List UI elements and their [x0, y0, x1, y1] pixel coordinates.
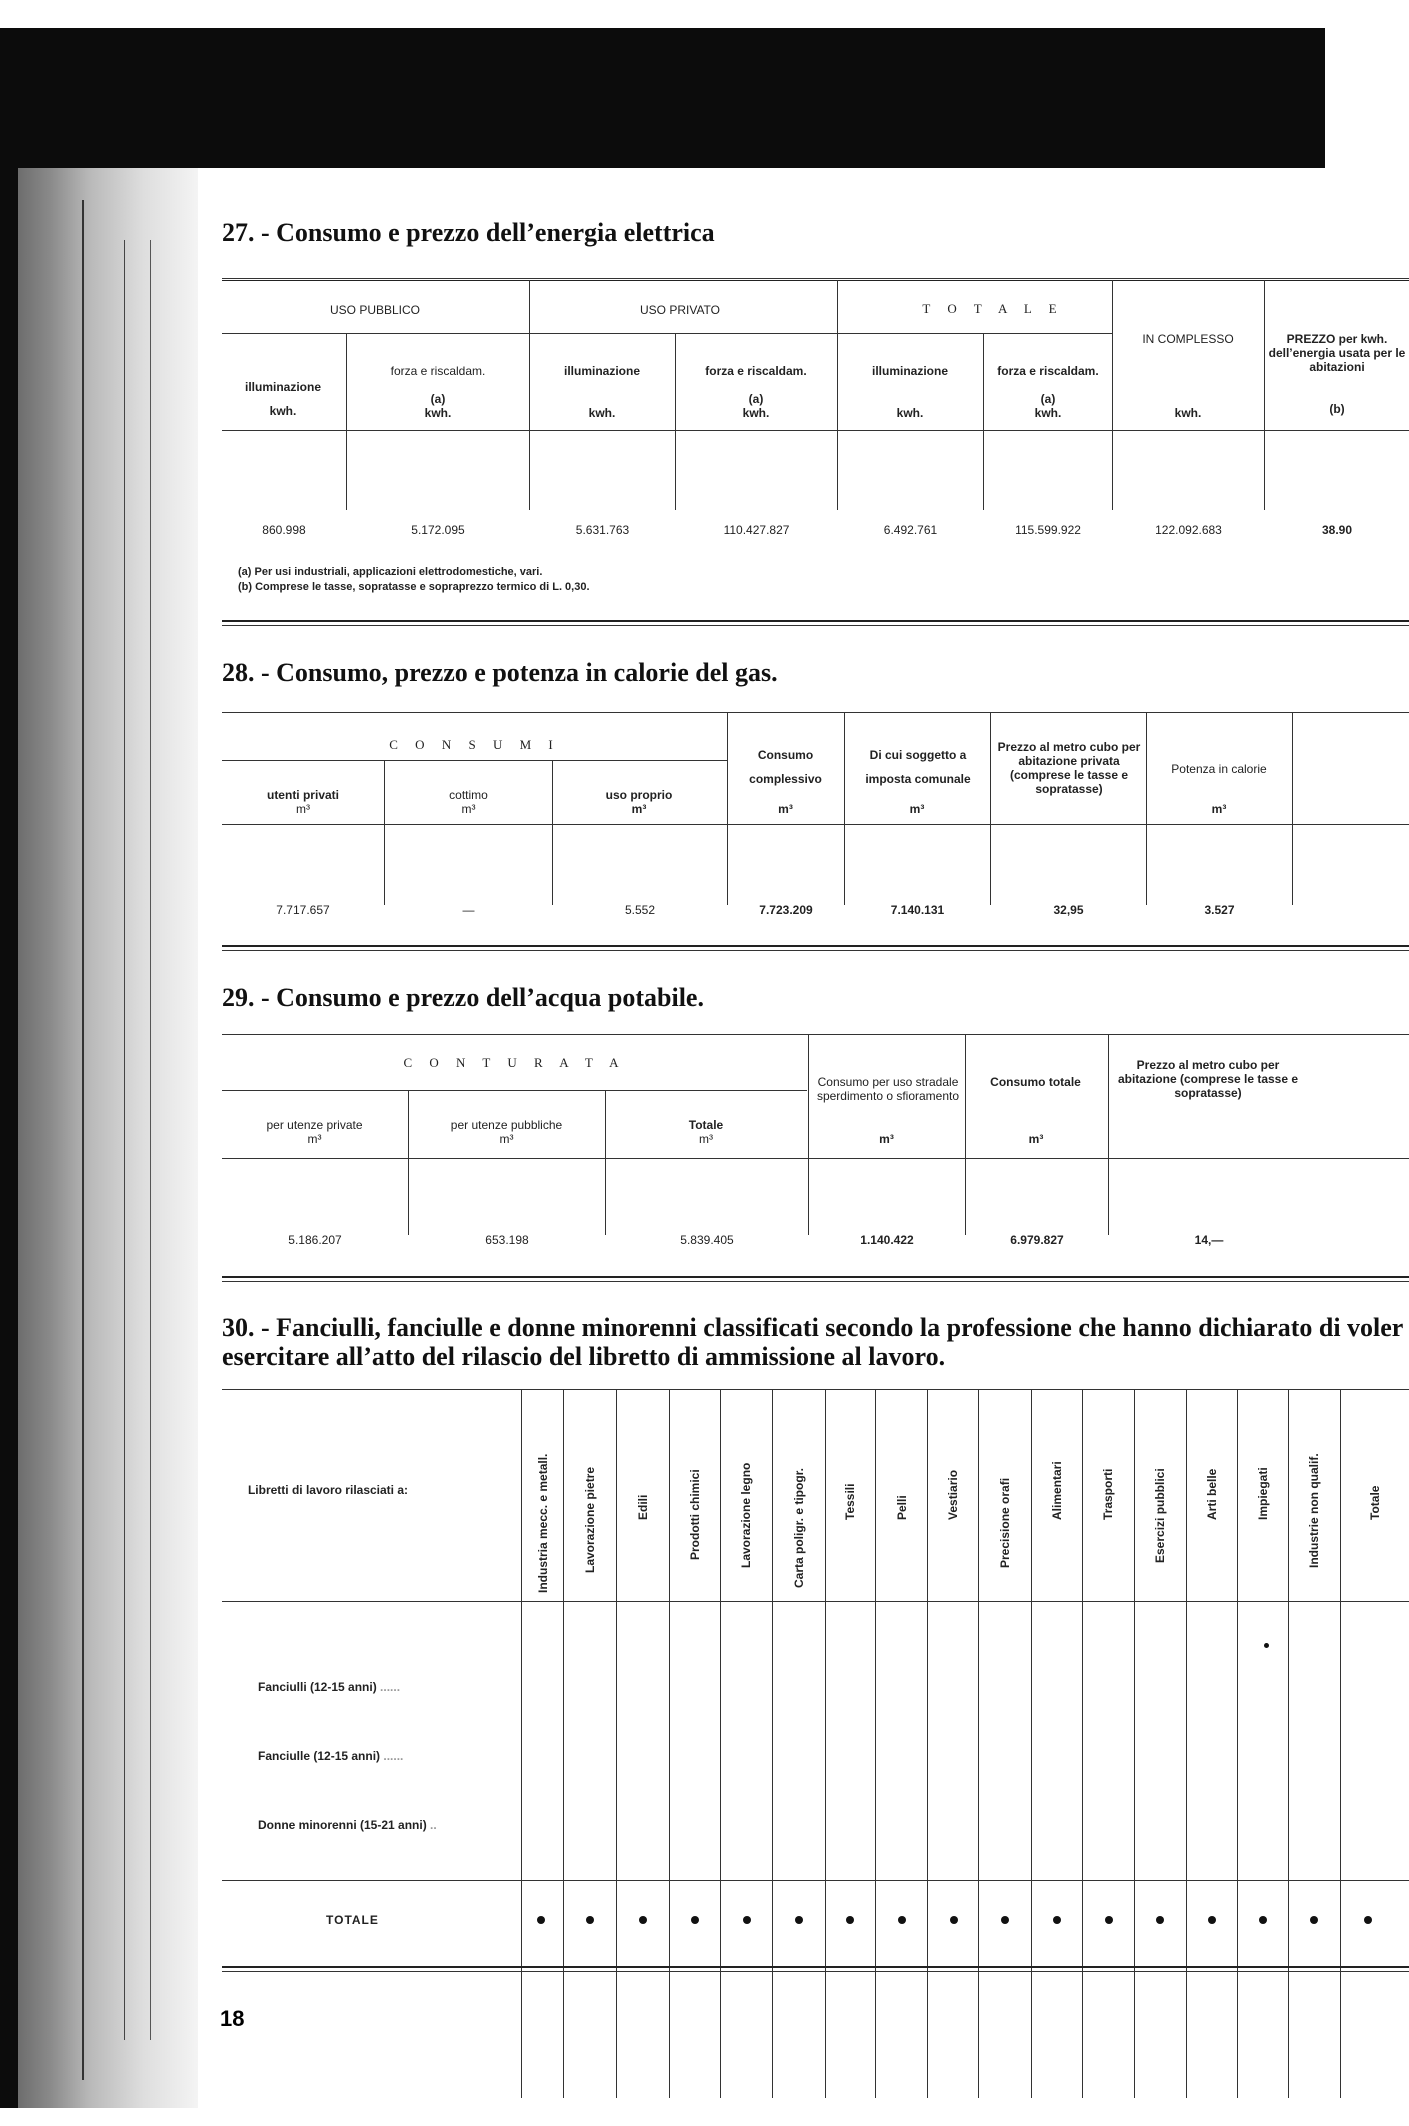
sec30-row-label: Donne minorenni (15-21 anni) .. [258, 1818, 437, 1832]
sec29-value: 1.140.422 [860, 1233, 914, 1247]
sec30-row-label: Fanciulli (12-15 anni) ...... [258, 1680, 401, 1694]
col-divider [1340, 1389, 1341, 2098]
rule [222, 620, 1409, 622]
sec29-unit: m³ [879, 1132, 894, 1146]
sec28-unit: m³ [461, 802, 476, 816]
total-dot [1156, 1916, 1164, 1924]
rule [222, 950, 1409, 951]
sec30-col-label: Industrie non qualif. [1307, 1453, 1321, 1568]
sec27-prezzo-header: PREZZO per kwh. dell’energia usata per le abitazioni [1268, 332, 1406, 374]
sec27-group-compl: IN COMPLESSO [1142, 332, 1234, 346]
col-divider [605, 1090, 606, 1235]
sec30-col-label: Precisione orafi [998, 1477, 1012, 1568]
sec27-col-mark: (a) [1040, 392, 1056, 406]
binding-line [150, 240, 151, 2040]
sec27-col-illum: illuminazione [871, 364, 948, 378]
col-divider [552, 760, 553, 905]
total-dot [537, 1916, 545, 1924]
col-divider [529, 280, 530, 510]
rule [222, 333, 1112, 334]
sec29-unit: m³ [499, 1132, 514, 1146]
col-divider [965, 1034, 966, 1235]
total-dot [1310, 1916, 1318, 1924]
sec29-title: 29. - Consumo e prezzo dell’acqua potabile. [222, 983, 704, 1012]
sec28-unit: m³ [631, 802, 647, 816]
sec29-value: 5.839.405 [680, 1233, 734, 1247]
sec27-col-mark: (a) [748, 392, 764, 406]
sec29-col-prezzo: Prezzo al metro cubo per abitazione (comprese le tasse e sopratasse) [1117, 1058, 1299, 1100]
sec28-col: uso proprio [605, 788, 673, 802]
sec29-col-stradale: Consumo per uso stradale sperdimento o sfioramento [816, 1075, 960, 1103]
sec28-title: 28. - Consumo, prezzo e potenza in calorie del gas. [222, 658, 778, 687]
total-dot [1001, 1916, 1009, 1924]
sec30-col-label: Industria mecc. e metall. [536, 1453, 550, 1593]
sec28-col-compl: Consumo complessivo [749, 748, 822, 786]
rule [222, 1276, 1409, 1278]
rule [222, 1158, 1409, 1159]
sec27-value: 110.427.827 [723, 523, 790, 537]
sec29-unit: m³ [1028, 1132, 1044, 1146]
col-divider [1112, 280, 1113, 510]
col-divider [1082, 1389, 1083, 2098]
sec28-unit: m³ [778, 802, 793, 816]
sec30-col-label: Lavorazione legno [739, 1462, 753, 1568]
sec27-col-forza: forza e riscaldam. [390, 364, 486, 378]
sec27-col-unit: kwh. [1174, 406, 1202, 420]
sec27-value: 5.631.763 [575, 523, 630, 537]
sec27-group-total: T O T A L E [922, 301, 1064, 316]
sec28-col-potenza: Potenza in calorie [1171, 762, 1267, 776]
sec30-title-line2: esercitare all’atto del rilascio del libretto di ammissione al lavoro. [222, 1342, 946, 1371]
sec27-title: 27. - Consumo e prezzo dell’energia elettrica [222, 218, 715, 247]
col-divider [825, 1389, 826, 2098]
sec27-value: 5.172.095 [411, 523, 465, 537]
col-divider [1134, 1389, 1135, 2098]
sec30-col-label: Carta poligr. e tipogr. [792, 1467, 806, 1588]
sec29-col: per utenze private [266, 1118, 363, 1132]
sec29-group: C O N T U R A T A [403, 1055, 626, 1070]
total-dot [586, 1916, 594, 1924]
sec30-row-label: Fanciulle (12-15 anni) ...... [258, 1749, 404, 1763]
sec30-col-label: Trasporti [1101, 1468, 1115, 1520]
total-dot [1105, 1916, 1113, 1924]
rule [222, 760, 727, 761]
sec30-col-label: Lavorazione pietre [583, 1466, 597, 1573]
rule [222, 1966, 1409, 1968]
sec27-value: 860.998 [262, 523, 306, 537]
col-divider [1288, 1389, 1289, 2098]
col-divider [1292, 712, 1293, 905]
col-divider [563, 1389, 564, 2098]
total-dot [1208, 1916, 1216, 1924]
col-divider [1186, 1389, 1187, 2098]
sec28-col-sogg: Di cui soggetto a imposta comunale [865, 748, 971, 786]
col-divider [1108, 1034, 1109, 1235]
col-divider [927, 1389, 928, 2098]
sec29-value: 6.979.827 [1010, 1233, 1064, 1247]
total-dot [1364, 1916, 1372, 1924]
sec28-value: 3.527 [1204, 903, 1235, 917]
total-dot [639, 1916, 647, 1924]
sec30-col-label: Tessili [843, 1483, 857, 1520]
sec27-col-unit: kwh. [1034, 406, 1062, 420]
sec30-col-label: Edili [636, 1494, 650, 1520]
rule [222, 1281, 1409, 1282]
sec29-unit: m³ [699, 1132, 713, 1146]
sec27-col-unit: kwh. [896, 406, 924, 420]
sec27-note-a: (a) Per usi industriali, applicazioni elettrodomestiche, vari. [238, 566, 543, 578]
col-divider [837, 280, 838, 510]
sec28-value: 7.717.657 [276, 903, 330, 917]
sec27-col-unit: kwh. [269, 404, 297, 418]
sec30-col-label: Vestiario [946, 1469, 960, 1520]
sec28-value: 5.552 [624, 903, 656, 917]
rule [222, 824, 1409, 825]
col-divider [983, 333, 984, 510]
rule [222, 1389, 1409, 1390]
rule [222, 1971, 1409, 1972]
sec27-col-unit: kwh. [424, 406, 452, 420]
col-divider [521, 1389, 522, 2098]
sec30-col-label: Pelli [895, 1495, 909, 1520]
col-divider [844, 712, 845, 905]
sec29-col: Totale [688, 1118, 724, 1132]
rule [222, 278, 1409, 279]
col-divider [1237, 1389, 1238, 2098]
col-divider [727, 712, 728, 905]
rule [222, 712, 1409, 713]
total-dot [743, 1916, 751, 1924]
col-divider [1031, 1389, 1032, 2098]
document-page [198, 168, 1409, 2098]
sec28-value: 7.723.209 [759, 903, 813, 917]
ink-spot [1264, 1643, 1269, 1648]
sec28-group: C O N S U M I [389, 737, 560, 752]
col-divider [616, 1389, 617, 2098]
sec30-header-label: Libretti di lavoro rilasciati a: [247, 1483, 409, 1497]
sec29-value: 14,— [1194, 1233, 1224, 1247]
sec27-col-forza: forza e riscaldam. [997, 364, 1099, 378]
sec29-value: 5.186.207 [288, 1233, 342, 1247]
col-divider [675, 333, 676, 510]
col-divider [1264, 280, 1265, 510]
binding-line [82, 200, 84, 2080]
total-dot [846, 1916, 854, 1924]
sec27-col-mark: (a) [430, 392, 446, 406]
rule [222, 1034, 1409, 1035]
sec29-col: per utenze pubbliche [450, 1118, 563, 1132]
col-divider [408, 1090, 409, 1235]
sec30-total-label: TOTALE [326, 1913, 379, 1927]
binding-line [124, 240, 125, 2040]
total-dot [795, 1916, 803, 1924]
col-divider [990, 712, 991, 905]
scan-border-left [0, 28, 18, 2108]
sec29-value: 653.198 [485, 1233, 529, 1247]
col-divider [384, 760, 385, 905]
col-divider [720, 1389, 721, 2098]
sec27-value: 38.90 [1321, 523, 1353, 537]
col-divider [669, 1389, 670, 2098]
col-divider [346, 333, 347, 510]
total-dot [950, 1916, 958, 1924]
sec29-col-totale: Consumo totale [990, 1075, 1081, 1089]
sec28-value: — [462, 903, 475, 917]
sec28-value: 7.140.131 [890, 903, 945, 917]
sec27-value: 122.092.683 [1155, 523, 1222, 537]
scan-border-top [0, 28, 1325, 168]
col-divider [772, 1389, 773, 2098]
sec28-col-prezzo: Prezzo al metro cubo per abitazione privata (comprese le tasse e sopratasse) [997, 740, 1141, 796]
sec30-col-label: Impiegati [1256, 1467, 1270, 1520]
sec30-col-label: Prodotti chimici [688, 1469, 702, 1560]
sec27-prezzo-note: (b) [1329, 402, 1345, 416]
sec28-unit: m³ [296, 802, 310, 816]
sec28-col: utenti privati [266, 788, 339, 802]
sec29-unit: m³ [307, 1132, 322, 1146]
col-divider [978, 1389, 979, 2098]
total-dot [1053, 1916, 1061, 1924]
total-dot [1259, 1916, 1267, 1924]
sec27-value: 115.599.922 [1015, 523, 1081, 537]
rule [222, 280, 1409, 281]
total-dot [691, 1916, 699, 1924]
sec30-col-label: Alimentari [1050, 1461, 1064, 1520]
sec28-value: 32,95 [1053, 903, 1084, 917]
total-dot [898, 1916, 906, 1924]
sec30-col-label: Arti belle [1205, 1468, 1219, 1520]
sec27-note-b: (b) Comprese le tasse, sopratasse e sopraprezzo termico di L. 0,30. [238, 581, 590, 593]
sec30-col-label: Totale [1368, 1485, 1382, 1520]
rule [222, 430, 1409, 431]
sec27-col-illum: illuminazione [244, 380, 321, 394]
col-divider [875, 1389, 876, 2098]
sec27-col-illum: illuminazione [563, 364, 640, 378]
rule [222, 945, 1409, 947]
sec28-unit: m³ [1211, 802, 1227, 816]
sec27-col-forza: forza e riscaldam. [705, 364, 807, 378]
scan-binding-shadow [18, 168, 198, 2108]
col-divider [808, 1034, 809, 1235]
rule [222, 1601, 1409, 1602]
page-number: 18 [220, 2006, 245, 2031]
sec28-unit: m³ [909, 802, 925, 816]
rule [222, 1090, 807, 1091]
rule [222, 1880, 1409, 1881]
sec30-title-line1: 30. - Fanciulli, fanciulle e donne minorenni classificati secondo la professione che hanno dichiarato di voler [222, 1313, 1404, 1342]
sec27-col-unit: kwh. [742, 406, 770, 420]
sec27-col-unit: kwh. [588, 406, 616, 420]
sec27-group-public: USO PUBBLICO [329, 303, 421, 317]
sec27-group-private: USO PRIVATO [639, 303, 720, 317]
sec30-col-label: Esercizi pubblici [1153, 1468, 1167, 1563]
sec28-col: cottimo [449, 788, 488, 802]
col-divider [1146, 712, 1147, 905]
sec27-value: 6.492.761 [883, 523, 938, 537]
rule [222, 625, 1409, 626]
